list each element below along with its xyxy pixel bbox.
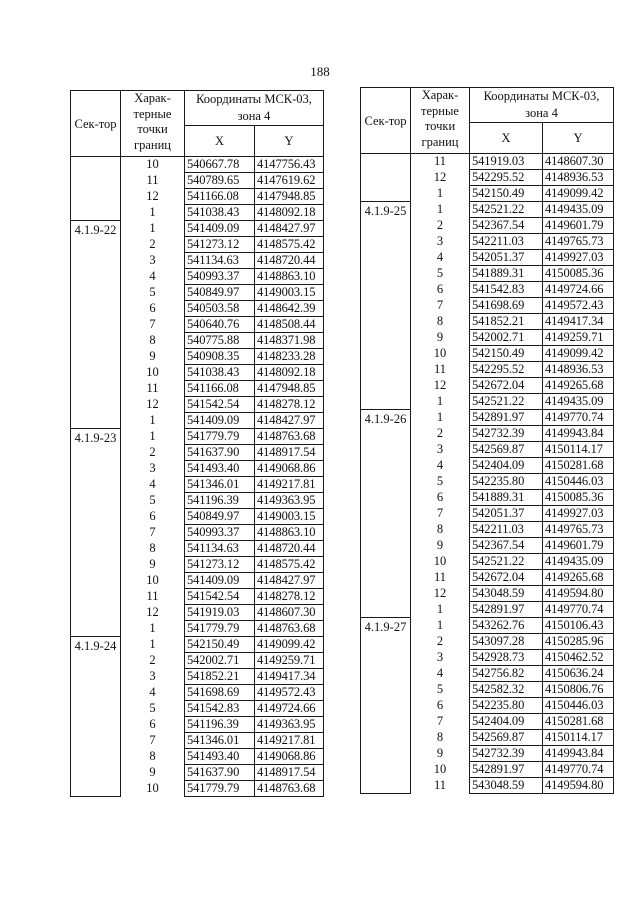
table-row — [71, 429, 324, 445]
point-number-cell: 12 — [411, 170, 470, 186]
x-coordinate-cell: 543262.76 — [470, 618, 543, 634]
y-coordinate-cell: 4149601.79 — [543, 218, 614, 234]
y-coordinate-cell: 4148427.97 — [255, 413, 324, 429]
point-number-cell: 7 — [121, 317, 185, 333]
point-number-cell: 4 — [121, 477, 185, 493]
x-coordinate-cell: 542150.49 — [470, 186, 543, 202]
table-row — [71, 157, 324, 173]
y-coordinate-cell: 4148278.12 — [255, 397, 324, 413]
sector-cell: 4.1.9-23 — [71, 429, 121, 637]
x-coordinate-cell: 541698.69 — [470, 298, 543, 314]
point-number-cell: 6 — [411, 698, 470, 714]
y-coordinate-cell: 4150446.03 — [543, 474, 614, 490]
x-coordinate-cell: 541779.79 — [185, 621, 255, 637]
x-coordinate-cell: 542051.37 — [470, 250, 543, 266]
y-coordinate-cell: 4148763.68 — [255, 621, 324, 637]
point-number-cell: 10 — [121, 157, 185, 173]
x-coordinate-cell: 542569.87 — [470, 442, 543, 458]
x-coordinate-cell: 541134.63 — [185, 541, 255, 557]
y-coordinate-cell: 4149724.66 — [255, 701, 324, 717]
point-number-cell: 2 — [411, 426, 470, 442]
point-number-cell: 10 — [121, 573, 185, 589]
header-characteristic-points: Харак-терные точки границ — [411, 88, 470, 154]
point-number-cell: 8 — [121, 333, 185, 349]
y-coordinate-cell: 4149003.15 — [255, 285, 324, 301]
point-number-cell: 11 — [411, 362, 470, 378]
y-coordinate-cell: 4150114.17 — [543, 730, 614, 746]
sector-cell: 4.1.9-25 — [361, 202, 411, 410]
y-coordinate-cell: 4149594.80 — [543, 778, 614, 794]
point-number-cell: 12 — [121, 397, 185, 413]
x-coordinate-cell: 541409.09 — [185, 573, 255, 589]
x-coordinate-cell: 540503.58 — [185, 301, 255, 317]
point-number-cell: 1 — [121, 413, 185, 429]
point-number-cell: 7 — [121, 733, 185, 749]
point-number-cell: 3 — [411, 442, 470, 458]
x-coordinate-cell: 541196.39 — [185, 717, 255, 733]
y-coordinate-cell: 4149770.74 — [543, 602, 614, 618]
x-coordinate-cell: 540993.37 — [185, 525, 255, 541]
point-number-cell: 7 — [121, 525, 185, 541]
y-coordinate-cell: 4148508.44 — [255, 317, 324, 333]
y-coordinate-cell: 4147948.85 — [255, 381, 324, 397]
point-number-cell: 9 — [121, 349, 185, 365]
y-coordinate-cell: 4149435.09 — [543, 554, 614, 570]
x-coordinate-cell: 542756.82 — [470, 666, 543, 682]
point-number-cell: 6 — [121, 509, 185, 525]
y-coordinate-cell: 4148575.42 — [255, 557, 324, 573]
point-number-cell: 7 — [411, 506, 470, 522]
point-number-cell: 6 — [121, 717, 185, 733]
point-number-cell: 1 — [121, 221, 185, 237]
y-coordinate-cell: 4149417.34 — [255, 669, 324, 685]
x-coordinate-cell: 541779.79 — [185, 429, 255, 445]
x-coordinate-cell: 543097.28 — [470, 634, 543, 650]
x-coordinate-cell: 541273.12 — [185, 557, 255, 573]
point-number-cell: 2 — [411, 634, 470, 650]
x-coordinate-cell: 541889.31 — [470, 266, 543, 282]
x-coordinate-cell: 542891.97 — [470, 602, 543, 618]
y-coordinate-cell: 4149363.95 — [255, 717, 324, 733]
point-number-cell: 6 — [411, 490, 470, 506]
point-number-cell: 2 — [121, 237, 185, 253]
y-coordinate-cell: 4149572.43 — [543, 298, 614, 314]
point-number-cell: 11 — [411, 570, 470, 586]
y-coordinate-cell: 4148607.30 — [543, 154, 614, 170]
y-coordinate-cell: 4150114.17 — [543, 442, 614, 458]
point-number-cell: 9 — [411, 538, 470, 554]
x-coordinate-cell: 542521.22 — [470, 202, 543, 218]
sector-cell — [361, 154, 411, 202]
point-number-cell: 2 — [121, 445, 185, 461]
point-number-cell: 1 — [411, 202, 470, 218]
point-number-cell: 10 — [411, 554, 470, 570]
y-coordinate-cell: 4148763.68 — [255, 429, 324, 445]
x-coordinate-cell: 542928.73 — [470, 650, 543, 666]
header-coordinates: Координаты МСК-03, зона 4 — [470, 88, 614, 123]
header-x: X — [470, 123, 543, 154]
point-number-cell: 4 — [411, 250, 470, 266]
y-coordinate-cell: 4150085.36 — [543, 266, 614, 282]
x-coordinate-cell: 542367.54 — [470, 538, 543, 554]
point-number-cell: 1 — [411, 394, 470, 410]
x-coordinate-cell: 541409.09 — [185, 221, 255, 237]
x-coordinate-cell: 542150.49 — [185, 637, 255, 653]
x-coordinate-cell: 541852.21 — [470, 314, 543, 330]
point-number-cell: 9 — [121, 765, 185, 781]
x-coordinate-cell: 542521.22 — [470, 394, 543, 410]
point-number-cell: 4 — [411, 458, 470, 474]
y-coordinate-cell: 4148427.97 — [255, 573, 324, 589]
table-row — [361, 618, 614, 634]
x-coordinate-cell: 541038.43 — [185, 365, 255, 381]
header-y: Y — [255, 126, 324, 157]
y-coordinate-cell: 4149068.86 — [255, 461, 324, 477]
y-coordinate-cell: 4148936.53 — [543, 170, 614, 186]
point-number-cell: 7 — [411, 714, 470, 730]
x-coordinate-cell: 540993.37 — [185, 269, 255, 285]
coordinates-table-right — [360, 87, 614, 794]
point-number-cell: 2 — [411, 218, 470, 234]
point-number-cell: 11 — [411, 154, 470, 170]
x-coordinate-cell: 541493.40 — [185, 749, 255, 765]
point-number-cell: 8 — [121, 749, 185, 765]
point-number-cell: 3 — [121, 461, 185, 477]
point-number-cell: 11 — [121, 589, 185, 605]
point-number-cell: 3 — [411, 234, 470, 250]
table-row — [361, 154, 614, 170]
x-coordinate-cell: 542211.03 — [470, 234, 543, 250]
point-number-cell: 10 — [121, 781, 185, 797]
x-coordinate-cell: 542295.52 — [470, 170, 543, 186]
x-coordinate-cell: 542404.09 — [470, 458, 543, 474]
point-number-cell: 3 — [121, 253, 185, 269]
y-coordinate-cell: 4148575.42 — [255, 237, 324, 253]
y-coordinate-cell: 4149765.73 — [543, 522, 614, 538]
y-coordinate-cell: 4147619.62 — [255, 173, 324, 189]
y-coordinate-cell: 4149068.86 — [255, 749, 324, 765]
y-coordinate-cell: 4149927.03 — [543, 250, 614, 266]
point-number-cell: 1 — [411, 602, 470, 618]
x-coordinate-cell: 542582.32 — [470, 682, 543, 698]
x-coordinate-cell: 540789.65 — [185, 173, 255, 189]
y-coordinate-cell: 4150281.68 — [543, 458, 614, 474]
y-coordinate-cell: 4148092.18 — [255, 365, 324, 381]
y-coordinate-cell: 4149724.66 — [543, 282, 614, 298]
y-coordinate-cell: 4150106.43 — [543, 618, 614, 634]
y-coordinate-cell: 4150446.03 — [543, 698, 614, 714]
point-number-cell: 5 — [121, 493, 185, 509]
y-coordinate-cell: 4149217.81 — [255, 733, 324, 749]
y-coordinate-cell: 4149927.03 — [543, 506, 614, 522]
y-coordinate-cell: 4150285.96 — [543, 634, 614, 650]
x-coordinate-cell: 540908.35 — [185, 349, 255, 365]
x-coordinate-cell: 542235.80 — [470, 474, 543, 490]
y-coordinate-cell: 4149259.71 — [543, 330, 614, 346]
sector-cell: 4.1.9-26 — [361, 410, 411, 618]
y-coordinate-cell: 4148917.54 — [255, 445, 324, 461]
y-coordinate-cell: 4148642.39 — [255, 301, 324, 317]
x-coordinate-cell: 541166.08 — [185, 381, 255, 397]
y-coordinate-cell: 4148092.18 — [255, 205, 324, 221]
point-number-cell: 7 — [411, 298, 470, 314]
y-coordinate-cell: 4149943.84 — [543, 746, 614, 762]
point-number-cell: 11 — [121, 381, 185, 397]
x-coordinate-cell: 541134.63 — [185, 253, 255, 269]
header-coordinates: Координаты МСК-03, зона 4 — [185, 91, 324, 126]
y-coordinate-cell: 4149417.34 — [543, 314, 614, 330]
y-coordinate-cell: 4147756.43 — [255, 157, 324, 173]
x-coordinate-cell: 542732.39 — [470, 426, 543, 442]
x-coordinate-cell: 541542.83 — [185, 701, 255, 717]
point-number-cell: 11 — [411, 778, 470, 794]
point-number-cell: 9 — [121, 557, 185, 573]
y-coordinate-cell: 4147948.85 — [255, 189, 324, 205]
point-number-cell: 1 — [411, 410, 470, 426]
point-number-cell: 1 — [411, 186, 470, 202]
table-row — [361, 410, 614, 426]
y-coordinate-cell: 4149943.84 — [543, 426, 614, 442]
header-sector: Сек-тор — [361, 88, 411, 154]
table-row — [71, 221, 324, 237]
point-number-cell: 9 — [411, 330, 470, 346]
y-coordinate-cell: 4149765.73 — [543, 234, 614, 250]
y-coordinate-cell: 4148720.44 — [255, 253, 324, 269]
y-coordinate-cell: 4149265.68 — [543, 378, 614, 394]
point-number-cell: 12 — [121, 605, 185, 621]
x-coordinate-cell: 541542.54 — [185, 397, 255, 413]
y-coordinate-cell: 4149770.74 — [543, 410, 614, 426]
y-coordinate-cell: 4148607.30 — [255, 605, 324, 621]
x-coordinate-cell: 541196.39 — [185, 493, 255, 509]
point-number-cell: 5 — [121, 285, 185, 301]
point-number-cell: 11 — [121, 173, 185, 189]
point-number-cell: 2 — [121, 653, 185, 669]
point-number-cell: 1 — [121, 621, 185, 637]
x-coordinate-cell: 540667.78 — [185, 157, 255, 173]
y-coordinate-cell: 4148917.54 — [255, 765, 324, 781]
x-coordinate-cell: 541038.43 — [185, 205, 255, 221]
y-coordinate-cell: 4148763.68 — [255, 781, 324, 797]
point-number-cell: 1 — [121, 637, 185, 653]
point-number-cell: 4 — [121, 269, 185, 285]
y-coordinate-cell: 4148936.53 — [543, 362, 614, 378]
x-coordinate-cell: 541852.21 — [185, 669, 255, 685]
x-coordinate-cell: 542404.09 — [470, 714, 543, 730]
sector-cell: 4.1.9-24 — [71, 637, 121, 797]
x-coordinate-cell: 542235.80 — [470, 698, 543, 714]
y-coordinate-cell: 4149572.43 — [255, 685, 324, 701]
y-coordinate-cell: 4150462.52 — [543, 650, 614, 666]
sector-cell — [71, 157, 121, 221]
point-number-cell: 1 — [411, 618, 470, 634]
x-coordinate-cell: 542521.22 — [470, 554, 543, 570]
coordinates-table-left — [70, 90, 324, 797]
point-number-cell: 5 — [121, 701, 185, 717]
point-number-cell: 10 — [411, 346, 470, 362]
point-number-cell: 3 — [411, 650, 470, 666]
y-coordinate-cell: 4149265.68 — [543, 570, 614, 586]
point-number-cell: 6 — [121, 301, 185, 317]
point-number-cell: 3 — [121, 669, 185, 685]
point-number-cell: 4 — [121, 685, 185, 701]
point-number-cell: 5 — [411, 682, 470, 698]
x-coordinate-cell: 542002.71 — [185, 653, 255, 669]
x-coordinate-cell: 541919.03 — [470, 154, 543, 170]
x-coordinate-cell: 540775.88 — [185, 333, 255, 349]
y-coordinate-cell: 4150806.76 — [543, 682, 614, 698]
y-coordinate-cell: 4148720.44 — [255, 541, 324, 557]
point-number-cell: 8 — [121, 541, 185, 557]
x-coordinate-cell: 542672.04 — [470, 378, 543, 394]
x-coordinate-cell: 541542.54 — [185, 589, 255, 605]
y-coordinate-cell: 4149217.81 — [255, 477, 324, 493]
point-number-cell: 12 — [411, 378, 470, 394]
table-row — [361, 202, 614, 218]
y-coordinate-cell: 4149099.42 — [543, 346, 614, 362]
point-number-cell: 1 — [121, 429, 185, 445]
header-sector: Сек-тор — [71, 91, 121, 157]
x-coordinate-cell: 541637.90 — [185, 765, 255, 781]
y-coordinate-cell: 4148863.10 — [255, 525, 324, 541]
point-number-cell: 10 — [411, 762, 470, 778]
x-coordinate-cell: 541889.31 — [470, 490, 543, 506]
y-coordinate-cell: 4150636.24 — [543, 666, 614, 682]
x-coordinate-cell: 542295.52 — [470, 362, 543, 378]
header-x: X — [185, 126, 255, 157]
x-coordinate-cell: 543048.59 — [470, 778, 543, 794]
x-coordinate-cell: 542672.04 — [470, 570, 543, 586]
x-coordinate-cell: 541273.12 — [185, 237, 255, 253]
y-coordinate-cell: 4150085.36 — [543, 490, 614, 506]
x-coordinate-cell: 541637.90 — [185, 445, 255, 461]
y-coordinate-cell: 4149435.09 — [543, 394, 614, 410]
x-coordinate-cell: 542211.03 — [470, 522, 543, 538]
point-number-cell: 9 — [411, 746, 470, 762]
point-number-cell: 12 — [411, 586, 470, 602]
table-row — [71, 637, 324, 653]
x-coordinate-cell: 541698.69 — [185, 685, 255, 701]
x-coordinate-cell: 541346.01 — [185, 733, 255, 749]
x-coordinate-cell: 542002.71 — [470, 330, 543, 346]
y-coordinate-cell: 4148371.98 — [255, 333, 324, 349]
x-coordinate-cell: 542732.39 — [470, 746, 543, 762]
y-coordinate-cell: 4149770.74 — [543, 762, 614, 778]
x-coordinate-cell: 540849.97 — [185, 285, 255, 301]
y-coordinate-cell: 4150281.68 — [543, 714, 614, 730]
y-coordinate-cell: 4149594.80 — [543, 586, 614, 602]
x-coordinate-cell: 540849.97 — [185, 509, 255, 525]
point-number-cell: 10 — [121, 365, 185, 381]
x-coordinate-cell: 542051.37 — [470, 506, 543, 522]
x-coordinate-cell: 542367.54 — [470, 218, 543, 234]
page-number: 188 — [310, 64, 330, 79]
y-coordinate-cell: 4149099.42 — [543, 186, 614, 202]
header-y: Y — [543, 123, 614, 154]
y-coordinate-cell: 4148427.97 — [255, 221, 324, 237]
y-coordinate-cell: 4148278.12 — [255, 589, 324, 605]
point-number-cell: 5 — [411, 266, 470, 282]
x-coordinate-cell: 541919.03 — [185, 605, 255, 621]
sector-cell: 4.1.9-27 — [361, 618, 411, 794]
point-number-cell: 4 — [411, 666, 470, 682]
x-coordinate-cell: 543048.59 — [470, 586, 543, 602]
header-characteristic-points: Харак-терные точки границ — [121, 91, 185, 157]
point-number-cell: 8 — [411, 522, 470, 538]
x-coordinate-cell: 541166.08 — [185, 189, 255, 205]
x-coordinate-cell: 542150.49 — [470, 346, 543, 362]
sector-cell: 4.1.9-22 — [71, 221, 121, 429]
point-number-cell: 1 — [121, 205, 185, 221]
x-coordinate-cell: 542891.97 — [470, 762, 543, 778]
y-coordinate-cell: 4149601.79 — [543, 538, 614, 554]
x-coordinate-cell: 542569.87 — [470, 730, 543, 746]
y-coordinate-cell: 4149435.09 — [543, 202, 614, 218]
x-coordinate-cell: 541346.01 — [185, 477, 255, 493]
x-coordinate-cell: 541409.09 — [185, 413, 255, 429]
x-coordinate-cell: 542891.97 — [470, 410, 543, 426]
point-number-cell: 6 — [411, 282, 470, 298]
x-coordinate-cell: 541779.79 — [185, 781, 255, 797]
y-coordinate-cell: 4148233.28 — [255, 349, 324, 365]
point-number-cell: 5 — [411, 474, 470, 490]
y-coordinate-cell: 4149363.95 — [255, 493, 324, 509]
y-coordinate-cell: 4149099.42 — [255, 637, 324, 653]
x-coordinate-cell: 540640.76 — [185, 317, 255, 333]
x-coordinate-cell: 541542.83 — [470, 282, 543, 298]
point-number-cell: 12 — [121, 189, 185, 205]
y-coordinate-cell: 4149259.71 — [255, 653, 324, 669]
y-coordinate-cell: 4148863.10 — [255, 269, 324, 285]
point-number-cell: 8 — [411, 730, 470, 746]
x-coordinate-cell: 541493.40 — [185, 461, 255, 477]
y-coordinate-cell: 4149003.15 — [255, 509, 324, 525]
point-number-cell: 8 — [411, 314, 470, 330]
